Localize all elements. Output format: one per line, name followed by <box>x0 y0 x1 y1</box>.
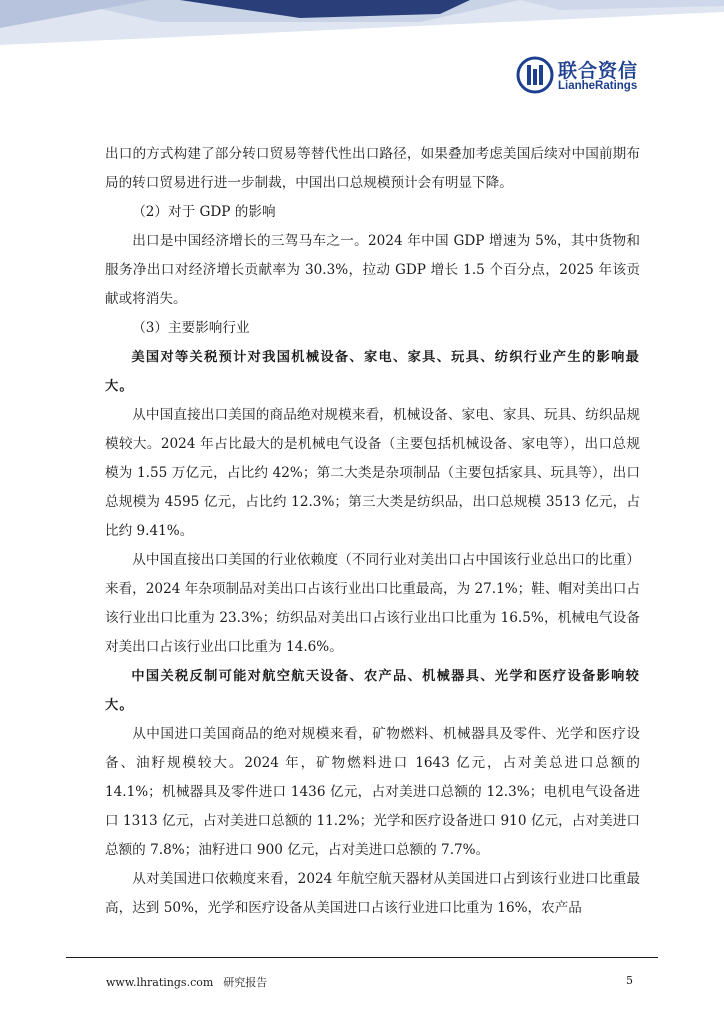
lianhe-logo-icon <box>516 56 554 94</box>
bold-finding-china-countermeasures: 中国关税反制可能对航空航天设备、农产品、机械器具、光学和医疗设备影响较大。 <box>105 669 640 713</box>
logo-english-name: LianheRatings <box>558 80 638 92</box>
header-stripes <box>0 0 724 60</box>
logo-chinese-name: 联合资信 <box>558 60 639 82</box>
paragraph-import-dependency: 从对美国进口依赖度来看，2024 年航空航天器材从美国进口占到该行业进口比重最高，达到 50%，光学和医疗设备从美国进口占该行业进口比重为 16%，农产品 <box>105 871 640 916</box>
paragraph-gdp: 出口是中国经济增长的三驾马车之一。2024 年中国 GDP 增速为 5%，其中货物和服务净出口对经济增长贡献率为 30.3%，拉动 GDP 增长 1.5 个百分点，2025 年该贡献或将消失。 <box>105 233 640 307</box>
paragraph-export-dependency: 从中国直接出口美国的行业依赖度（不同行业对美出口占中国该行业总出口的比重）来看，2024 年杂项制品对美出口占该行业出口比重最高，为 27.1%；鞋、帽对美出口占该行业出口比重为 23.3%；纺织品对美出口占该行业出口比重为 16.5%，机械电气设备对美出口占该行业出口比重为 14.6%。 <box>105 552 641 655</box>
company-logo <box>516 56 646 94</box>
paragraph-export-scale: 从中国直接出口美国的商品绝对规模来看，机械设备、家电、家具、玩具、纺织品规模较大。2024 年占比最大的是机械电气设备（主要包括机械设备、家电等），出口总规模为 1.55 万亿元，占比约 42%；第二大类是杂项制品（主要包括家具、玩具等），出口总规模为 4595 亿元，占比约 12.3%；第三大类是纺织品，出口总规模 3513 亿元，占比约 9.41%。 <box>105 407 640 539</box>
footer-website-link[interactable]: www.lhratings.com <box>106 976 214 989</box>
footer-source <box>106 974 267 990</box>
subheading-gdp-impact: （2）对于 GDP 的影响 <box>132 204 276 220</box>
page-number: 5 <box>626 974 633 987</box>
paragraph-continuation: 出口的方式构建了部分转口贸易等替代性出口路径，如果叠加考虑美国后续对中国前期布局的转口贸易进行进一步制裁，中国出口总规模预计会有明显下降。 <box>105 146 640 191</box>
paragraph-import-scale: 从中国进口美国商品的绝对规模来看，矿物燃料、机械器具及零件、光学和医疗设备、油籽规模较大。2024 年，矿物燃料进口 1643 亿元，占对美总进口总额的 14.1%；机械器具及零件进口 1436 亿元，占对美进口总额的 12.3%；电机电气设备进口 1313 亿元，占对美进口总额的 11.2%；光学和医疗设备进口 910 亿元，占对美进口总额的 7.8%；油籽进口 900 亿元，占对美进口总额的 7.7%。 <box>105 726 640 858</box>
bold-finding-us-tariffs: 美国对等关税预计对我国机械设备、家电、家具、玩具、纺织行业产生的影响最大。 <box>105 350 640 394</box>
report-body <box>105 140 640 923</box>
footer-divider <box>66 957 658 958</box>
footer-report-label: 研究报告 <box>223 976 268 989</box>
subheading-main-industries: （3）主要影响行业 <box>132 320 250 336</box>
